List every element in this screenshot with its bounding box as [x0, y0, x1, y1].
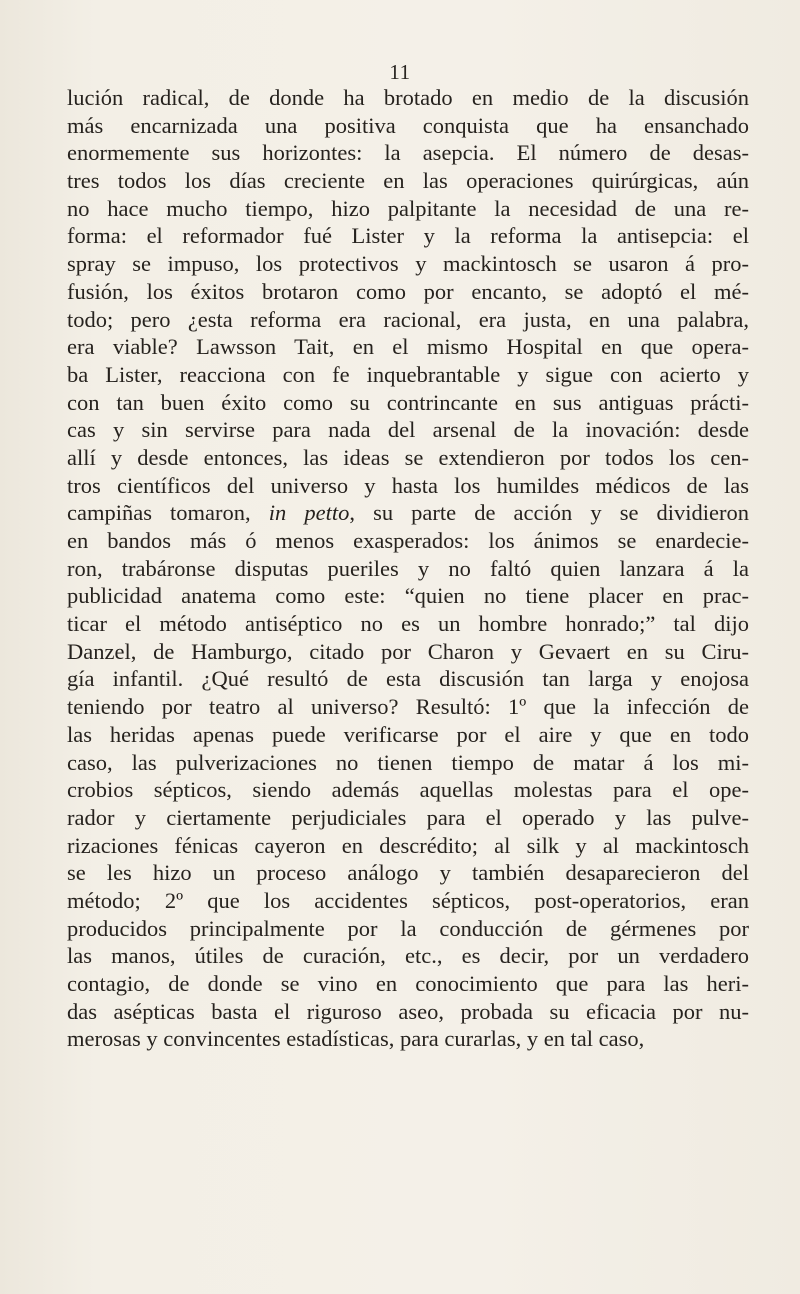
text-line: las heridas apenas puede verificarse por el aire y que en todo [67, 721, 749, 747]
text-line: con tan buen éxito como su contrincante en sus antiguas prácti- [67, 389, 749, 415]
text-line: todo; pero ¿esta reforma era racional, era justa, en una palabra, [67, 306, 749, 332]
page-number: 11 [389, 60, 411, 84]
text-line: rizaciones fénicas cayeron en descrédito; al silk y al mackintosch [67, 832, 749, 858]
text-line: crobios sépticos, siendo además aquellas molestas para el ope- [67, 777, 749, 803]
text-line: tres todos los días creciente en las operaciones quirúrgicas, aún [67, 168, 749, 194]
text-line: era viable? Lawsson Tait, en el mismo Hospital en que opera- [67, 334, 749, 360]
text-line: merosas y convincentes estadísticas, para curarlas, y en tal caso, [67, 1026, 645, 1052]
text-line: das asépticas basta el riguroso aseo, probada su eficacia por nu- [67, 998, 749, 1024]
text-line: Danzel, de Hamburgo, citado por Charon y Gevaert en su Ciru- [67, 638, 749, 664]
text-line: más encarnizada una positiva conquista que ha ensanchado [67, 112, 749, 138]
text-line: allí y desde entonces, las ideas se extendieron por todos los cen- [67, 444, 749, 470]
body-text [67, 84, 749, 1053]
text-line: tros científicos del universo y hasta los humildes médicos de las [67, 472, 749, 498]
text-line: campiñas tomaron, in petto, su parte de acción y se dividieron [67, 500, 749, 526]
text-line: caso, las pulverizaciones no tienen tiempo de matar á los mi- [67, 749, 749, 775]
text-line: se les hizo un proceso análogo y también desaparecieron del [67, 860, 749, 886]
text-line: lución radical, de donde ha brotado en medio de la discusión [67, 85, 749, 110]
text-line: método; 2º que los accidentes sépticos, post-operatorios, eran [67, 887, 749, 913]
text-line: spray se impuso, los protectivos y mackintosch se usaron á pro- [67, 251, 749, 277]
text-line: no hace mucho tiempo, hizo palpitante la necesidad de una re- [67, 195, 749, 221]
text-line: publicidad anatema como este: “quien no tiene placer en prac- [67, 583, 749, 609]
text-line: gía infantil. ¿Qué resultó de esta discusión tan larga y enojosa [67, 666, 749, 692]
text-line: ba Lister, reacciona con fe inquebrantable y sigue con acierto y [67, 361, 749, 387]
text-line: teniendo por teatro al universo? Resultó: 1º que la infección de [67, 694, 749, 720]
text-line: rador y ciertamente perjudiciales para el operado y las pulve- [67, 804, 749, 830]
text-line: ron, trabáronse disputas pueriles y no faltó quien lanzara á la [67, 555, 749, 581]
text-line: enormemente sus horizontes: la asepcia. El número de desas- [67, 140, 749, 166]
text-line: cas y sin servirse para nada del arsenal de la inovación: desde [67, 417, 749, 443]
text-line: forma: el reformador fué Lister y la reforma la antisepcia: el [67, 223, 749, 249]
text-line: ticar el método antiséptico no es un hombre honrado;” tal dijo [67, 611, 749, 637]
text-line: contagio, de donde se vino en conocimiento que para las heri- [67, 971, 749, 996]
text-line: producidos principalmente por la conducción de gérmenes por [67, 915, 749, 941]
text-line: las manos, útiles de curación, etc., es decir, por un verdadero [67, 943, 749, 969]
text-line: en bandos más ó menos exasperados: los ánimos se enardecie- [67, 528, 749, 553]
text-line: fusión, los éxitos brotaron como por encanto, se adoptó el mé- [67, 278, 749, 304]
italic-phrase: in petto [268, 500, 350, 526]
